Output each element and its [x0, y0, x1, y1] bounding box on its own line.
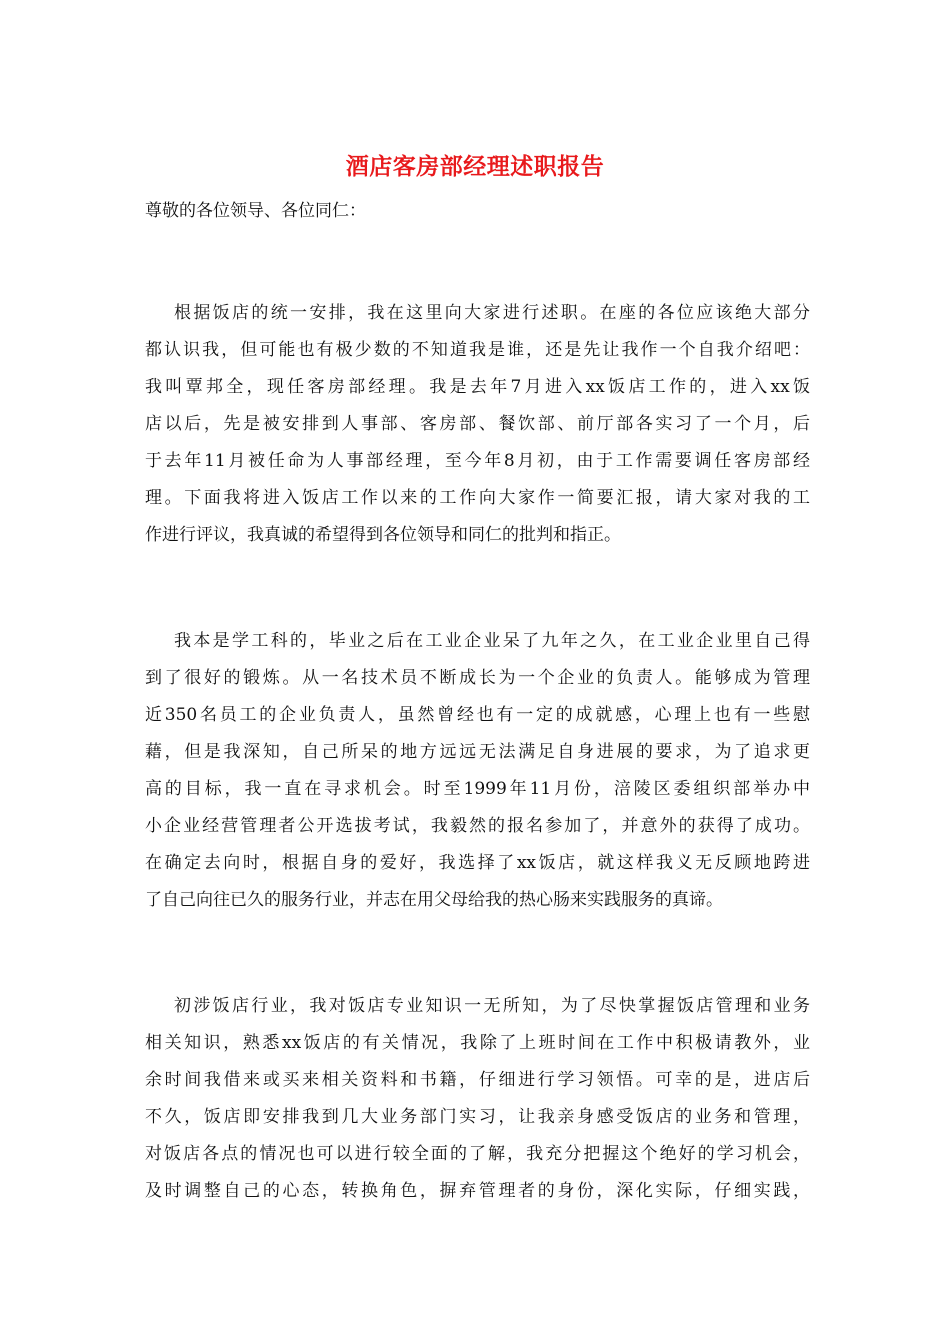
- paragraph-line: 我叫覃邦全，现任客房部经理。我是去年7月进入xx饭店工作的，进入xx饭: [145, 377, 810, 397]
- paragraph-line: 了自己向往已久的服务行业，并志在用父母给我的热心肠来实践服务的真谛。: [145, 890, 723, 910]
- paragraph-line: 在确定去向时，根据自身的爱好，我选择了xx饭店，就这样我义无反顾地跨进: [145, 853, 810, 873]
- paragraph-line: 不久，饭店即安排我到几大业务部门实习，让我亲身感受饭店的业务和管理，: [145, 1107, 810, 1127]
- paragraph-line: 根据饭店的统一安排，我在这里向大家进行述职。在座的各位应该绝大部分: [174, 303, 810, 323]
- paragraph-line: 店以后，先是被安排到人事部、客房部、餐饮部、前厅部各实习了一个月，后: [145, 414, 810, 434]
- paragraph-line: 相关知识，熟悉xx饭店的有关情况，我除了上班时间在工作中积极请教外，业: [145, 1033, 810, 1053]
- paragraph-line: 高的目标，我一直在寻求机会。时至1999年11月份，涪陵区委组织部举办中: [145, 779, 810, 799]
- paragraph-line: 小企业经营管理者公开选拔考试，我毅然的报名参加了，并意外的获得了成功。: [145, 816, 810, 836]
- paragraph-line: 及时调整自己的心态，转换角色，摒弃管理者的身份，深化实际，仔细实践，: [145, 1181, 810, 1201]
- paragraph-line: 近350名员工的企业负责人，虽然曾经也有一定的成就感，心理上也有一些慰: [145, 705, 810, 725]
- paragraph-line: 初涉饭店行业，我对饭店专业知识一无所知，为了尽快掌握饭店管理和业务: [174, 996, 810, 1016]
- paragraph-1: [145, 295, 810, 554]
- document-title: 酒店客房部经理述职报告: [345, 153, 605, 180]
- paragraph-line: 作进行评议，我真诚的希望得到各位领导和同仁的批判和指正。: [145, 525, 621, 545]
- paragraph-line: 余时间我借来或买来相关资料和书籍，仔细进行学习领悟。可幸的是，进店后: [145, 1070, 810, 1090]
- paragraph-line: 都认识我，但可能也有极少数的不知道我是谁，还是先让我作一个自我介绍吧：: [145, 340, 810, 360]
- paragraph-line: 于去年11月被任命为人事部经理，至今年8月初，由于工作需要调任客房部经: [145, 451, 810, 471]
- paragraph-line: 藉，但是我深知，自己所呆的地方远远无法满足自身进展的要求，为了追求更: [145, 742, 810, 762]
- paragraph-3: [145, 988, 810, 1210]
- paragraph-line: 对饭店各点的情况也可以进行较全面的了解，我充分把握这个绝好的学习机会，: [145, 1144, 810, 1164]
- paragraph-line: 我本是学工科的，毕业之后在工业企业呆了九年之久，在工业企业里自己得: [174, 631, 810, 651]
- paragraph-line: 理。下面我将进入饭店工作以来的工作向大家作一简要汇报，请大家对我的工: [145, 488, 810, 508]
- paragraph-2: [145, 623, 810, 919]
- salutation: 尊敬的各位领导、各位同仁：: [145, 201, 366, 221]
- paragraph-line: 到了很好的锻炼。从一名技术员不断成长为一个企业的负责人。能够成为管理: [145, 668, 810, 688]
